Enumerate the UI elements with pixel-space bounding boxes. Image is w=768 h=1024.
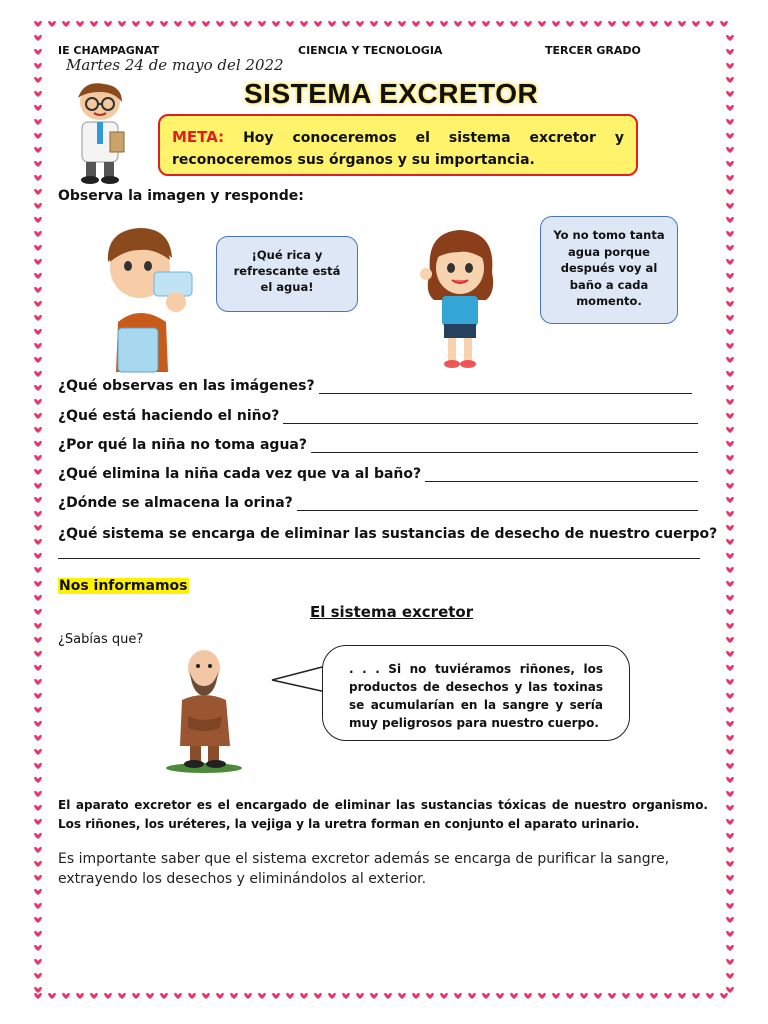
heart-icon xyxy=(726,651,734,657)
heart-icon xyxy=(34,693,42,699)
boy-drinking-illustration xyxy=(88,222,208,378)
heart-icon xyxy=(34,497,42,503)
meta-box xyxy=(158,114,638,176)
heart-icon xyxy=(726,371,734,377)
question-6: ¿Qué sistema se encarga de eliminar las sustancias de desecho de nuestro cuerpo? xyxy=(58,526,718,542)
heart-icon xyxy=(726,763,734,769)
heart-icon xyxy=(34,49,42,55)
boy-speech-bubble: ¡Qué rica y refrescante está el agua! xyxy=(216,236,358,312)
heart-icon xyxy=(566,21,574,27)
heart-icon xyxy=(726,595,734,601)
fact-speech-bubble: . . . Si no tuviéramos riñones, los productos de desechos y las toxinas se acumularían en la sangre y sería muy peligrosos para nuestro cuerpo. xyxy=(322,645,630,741)
heart-icon xyxy=(726,539,734,545)
answer-line-3[interactable] xyxy=(311,440,698,453)
heart-icon xyxy=(726,847,734,853)
heart-icon xyxy=(34,357,42,363)
heart-icon xyxy=(34,609,42,615)
heart-icon xyxy=(34,819,42,825)
heart-icon xyxy=(34,63,42,69)
heart-icon xyxy=(726,413,734,419)
heart-icon xyxy=(726,959,734,965)
heart-icon xyxy=(726,175,734,181)
heart-icon xyxy=(34,567,42,573)
heart-icon xyxy=(726,441,734,447)
heart-icon xyxy=(202,993,210,999)
heart-icon xyxy=(34,427,42,433)
heart-icon xyxy=(726,231,734,237)
heart-icon xyxy=(726,329,734,335)
inform-label: Nos informamos xyxy=(59,578,188,594)
heart-icon xyxy=(342,21,350,27)
heart-icon xyxy=(34,993,42,999)
heart-icon xyxy=(398,993,406,999)
heart-icon xyxy=(356,993,364,999)
answer-line-6[interactable] xyxy=(58,558,700,559)
info-paragraph-bold: El aparato excretor es el encargado de eliminar las sustancias tóxicas de nuestro organismo. Los riñones, los uréteres, la vejiga y la uretra forman en conjunto el aparato urinario. xyxy=(58,798,708,831)
heart-icon xyxy=(146,993,154,999)
heart-icon xyxy=(34,553,42,559)
heart-icon xyxy=(244,21,252,27)
heart-icon xyxy=(664,993,672,999)
meta-label: META: xyxy=(172,128,225,146)
heart-icon xyxy=(706,993,714,999)
heart-icon xyxy=(398,21,406,27)
section-title: El sistema excretor xyxy=(310,603,474,621)
heart-icon xyxy=(188,21,196,27)
heart-icon xyxy=(34,637,42,643)
heart-icon xyxy=(726,525,734,531)
heart-icon xyxy=(726,455,734,461)
heart-icon xyxy=(34,945,42,951)
heart-icon xyxy=(34,707,42,713)
heart-icon xyxy=(244,993,252,999)
heart-icon xyxy=(328,993,336,999)
heart-icon xyxy=(726,875,734,881)
heart-icon xyxy=(258,993,266,999)
heart-icon xyxy=(650,21,658,27)
heart-icon xyxy=(440,21,448,27)
heart-icon xyxy=(272,993,280,999)
heart-icon xyxy=(34,889,42,895)
heart-icon xyxy=(34,959,42,965)
heart-icon xyxy=(174,21,182,27)
heart-icon xyxy=(426,21,434,27)
heart-icon xyxy=(48,993,56,999)
heart-icon xyxy=(216,21,224,27)
observe-prompt: Observa la imagen y responde: xyxy=(58,188,304,204)
heart-icon xyxy=(34,203,42,209)
heart-icon xyxy=(726,665,734,671)
answer-line-1[interactable] xyxy=(319,381,692,394)
heart-icon xyxy=(482,21,490,27)
heart-icon xyxy=(636,21,644,27)
heart-icon xyxy=(726,679,734,685)
heart-icon xyxy=(34,343,42,349)
heart-icon xyxy=(34,189,42,195)
scientist-illustration xyxy=(158,646,254,774)
heart-icon xyxy=(272,21,280,27)
heart-icon xyxy=(726,777,734,783)
heart-icon xyxy=(48,21,56,27)
heart-icon xyxy=(34,455,42,461)
heart-icon xyxy=(726,511,734,517)
heart-icon xyxy=(622,993,630,999)
heart-icon xyxy=(34,21,42,27)
heart-icon xyxy=(726,63,734,69)
heart-icon xyxy=(34,651,42,657)
heart-icon xyxy=(90,993,98,999)
heart-icon xyxy=(34,469,42,475)
heart-icon xyxy=(34,595,42,601)
heart-icon xyxy=(496,993,504,999)
heart-icon xyxy=(678,993,686,999)
heart-icon xyxy=(34,77,42,83)
heart-icon xyxy=(726,819,734,825)
heart-icon xyxy=(454,993,462,999)
school-name: IE CHAMPAGNAT xyxy=(58,44,160,57)
heart-icon xyxy=(726,581,734,587)
heart-icon xyxy=(34,35,42,41)
heart-icon xyxy=(726,245,734,251)
heart-icon xyxy=(34,791,42,797)
heart-icon xyxy=(34,399,42,405)
heart-icon xyxy=(720,21,728,27)
doctor-illustration xyxy=(64,80,136,184)
heart-icon xyxy=(726,637,734,643)
answer-line-2[interactable] xyxy=(283,411,698,424)
heart-icon xyxy=(726,217,734,223)
heart-icon xyxy=(34,413,42,419)
heart-icon xyxy=(726,273,734,279)
heart-icon xyxy=(706,21,714,27)
heart-icon xyxy=(622,21,630,27)
heart-icon xyxy=(258,21,266,27)
heart-icon xyxy=(726,945,734,951)
heart-icon xyxy=(300,21,308,27)
heart-icon xyxy=(34,721,42,727)
heart-icon xyxy=(726,343,734,349)
heart-icon xyxy=(104,21,112,27)
heart-icon xyxy=(132,21,140,27)
heart-icon xyxy=(342,993,350,999)
heart-icon xyxy=(34,931,42,937)
heart-icon xyxy=(726,133,734,139)
heart-icon xyxy=(34,301,42,307)
heart-icon xyxy=(384,21,392,27)
heart-icon xyxy=(566,993,574,999)
heart-icon xyxy=(34,133,42,139)
heart-icon xyxy=(34,665,42,671)
heart-icon xyxy=(34,483,42,489)
heart-icon xyxy=(34,833,42,839)
heart-icon xyxy=(594,993,602,999)
heart-icon xyxy=(34,623,42,629)
question-5: ¿Dónde se almacena la orina? xyxy=(58,495,698,511)
question-1: ¿Qué observas en las imágenes? xyxy=(58,378,692,394)
heart-icon xyxy=(34,105,42,111)
heart-icon xyxy=(726,889,734,895)
heart-icon xyxy=(468,21,476,27)
heart-icon xyxy=(726,973,734,979)
heart-icon xyxy=(650,993,658,999)
heart-icon xyxy=(34,749,42,755)
heart-icon xyxy=(62,21,70,27)
heart-icon xyxy=(726,49,734,55)
heart-icon xyxy=(76,21,84,27)
heart-icon xyxy=(726,119,734,125)
heart-icon xyxy=(580,21,588,27)
heart-icon xyxy=(76,993,84,999)
heart-icon xyxy=(202,21,210,27)
heart-icon xyxy=(132,993,140,999)
heart-icon xyxy=(726,721,734,727)
heart-icon xyxy=(34,371,42,377)
heart-icon xyxy=(34,763,42,769)
heart-icon xyxy=(726,77,734,83)
heart-icon xyxy=(34,287,42,293)
heart-icon xyxy=(356,21,364,27)
heart-icon xyxy=(34,147,42,153)
heart-icon xyxy=(726,189,734,195)
heart-icon xyxy=(726,609,734,615)
heart-icon xyxy=(300,993,308,999)
heart-icon xyxy=(34,987,42,993)
heart-icon xyxy=(370,993,378,999)
heart-icon xyxy=(118,21,126,27)
heart-icon xyxy=(370,21,378,27)
heart-icon xyxy=(580,993,588,999)
heart-icon xyxy=(726,105,734,111)
heart-icon xyxy=(468,993,476,999)
heart-icon xyxy=(726,735,734,741)
heart-icon xyxy=(552,21,560,27)
info-paragraph: Es importante saber que el sistema excretor además se encarga de purificar la sangre, extrayendo los desechos y eliminándolos al exterior. xyxy=(58,851,670,887)
heart-icon xyxy=(636,993,644,999)
answer-line-4[interactable] xyxy=(425,469,698,482)
heart-icon xyxy=(692,21,700,27)
page-title: SISTEMA EXCRETOR xyxy=(244,78,539,109)
grade: TERCER GRADO xyxy=(545,44,641,57)
heart-icon xyxy=(34,315,42,321)
heart-icon xyxy=(160,993,168,999)
heart-icon xyxy=(692,993,700,999)
question-2: ¿Qué está haciendo el niño? xyxy=(58,408,698,424)
heart-icon xyxy=(726,385,734,391)
subject: CIENCIA Y TECNOLOGIA xyxy=(298,44,443,57)
heart-icon xyxy=(328,21,336,27)
heart-icon xyxy=(524,993,532,999)
heart-icon xyxy=(146,21,154,27)
heart-icon xyxy=(726,707,734,713)
heart-icon xyxy=(230,993,238,999)
heart-icon xyxy=(286,21,294,27)
heart-icon xyxy=(34,161,42,167)
heart-icon xyxy=(104,993,112,999)
heart-icon xyxy=(726,749,734,755)
heart-icon xyxy=(726,931,734,937)
heart-icon xyxy=(90,21,98,27)
heart-icon xyxy=(34,525,42,531)
heart-icon xyxy=(664,21,672,27)
heart-icon xyxy=(34,861,42,867)
heart-icon xyxy=(160,21,168,27)
heart-icon xyxy=(34,875,42,881)
heart-icon xyxy=(34,903,42,909)
question-3: ¿Por qué la niña no toma agua? xyxy=(58,437,698,453)
heart-icon xyxy=(726,91,734,97)
heart-icon xyxy=(726,791,734,797)
heart-icon xyxy=(726,203,734,209)
heart-icon xyxy=(216,993,224,999)
heart-icon xyxy=(34,175,42,181)
heart-icon xyxy=(426,993,434,999)
heart-icon xyxy=(286,993,294,999)
heart-icon xyxy=(726,833,734,839)
heart-icon xyxy=(34,735,42,741)
heart-icon xyxy=(726,287,734,293)
heart-icon xyxy=(34,917,42,923)
heart-icon xyxy=(34,385,42,391)
heart-icon xyxy=(726,469,734,475)
heart-icon xyxy=(412,21,420,27)
question-4: ¿Qué elimina la niña cada vez que va al baño? xyxy=(58,466,698,482)
heart-icon xyxy=(34,259,42,265)
heart-icon xyxy=(34,119,42,125)
heart-icon xyxy=(726,805,734,811)
heart-icon xyxy=(726,161,734,167)
heart-icon xyxy=(726,861,734,867)
heart-icon xyxy=(510,21,518,27)
date: Martes 24 de mayo del 2022 xyxy=(66,56,284,74)
heart-icon xyxy=(34,805,42,811)
heart-icon xyxy=(314,21,322,27)
heart-icon xyxy=(594,21,602,27)
heart-icon xyxy=(118,993,126,999)
heart-icon xyxy=(726,903,734,909)
heart-icon xyxy=(34,581,42,587)
sabias-que: ¿Sabías que? xyxy=(58,632,144,647)
heart-icon xyxy=(454,21,462,27)
heart-icon xyxy=(726,623,734,629)
heart-icon xyxy=(482,993,490,999)
heart-icon xyxy=(34,231,42,237)
heart-icon xyxy=(34,273,42,279)
answer-line-5[interactable] xyxy=(297,498,698,511)
heart-icon xyxy=(726,987,734,993)
heart-icon xyxy=(34,91,42,97)
heart-icon xyxy=(726,35,734,41)
heart-icon xyxy=(412,993,420,999)
heart-icon xyxy=(726,399,734,405)
heart-icon xyxy=(726,315,734,321)
heart-icon xyxy=(34,441,42,447)
heart-icon xyxy=(314,993,322,999)
heart-icon xyxy=(726,427,734,433)
heart-icon xyxy=(34,329,42,335)
heart-icon xyxy=(538,993,546,999)
heart-icon xyxy=(726,567,734,573)
heart-icon xyxy=(678,21,686,27)
heart-icon xyxy=(726,693,734,699)
heart-icon xyxy=(34,539,42,545)
heart-icon xyxy=(726,259,734,265)
heart-icon xyxy=(34,245,42,251)
heart-icon xyxy=(34,511,42,517)
heart-icon xyxy=(496,21,504,27)
heart-icon xyxy=(510,993,518,999)
meta-text: Hoy conoceremos el sistema excretor y reconoceremos sus órganos y su importancia. xyxy=(172,130,624,168)
heart-icon xyxy=(174,993,182,999)
heart-icon xyxy=(34,217,42,223)
heart-icon xyxy=(34,973,42,979)
heart-icon xyxy=(230,21,238,27)
heart-icon xyxy=(726,357,734,363)
heart-icon xyxy=(384,993,392,999)
girl-speech-bubble: Yo no tomo tanta agua porque después voy al baño a cada momento. xyxy=(540,216,678,324)
heart-icon xyxy=(720,993,728,999)
girl-illustration xyxy=(410,222,510,370)
heart-icon xyxy=(34,847,42,853)
speech-pointer xyxy=(270,660,330,700)
heart-icon xyxy=(34,679,42,685)
heart-icon xyxy=(62,993,70,999)
heart-icon xyxy=(34,777,42,783)
heart-icon xyxy=(726,483,734,489)
heart-icon xyxy=(538,21,546,27)
heart-icon xyxy=(608,21,616,27)
heart-icon xyxy=(726,553,734,559)
heart-icon xyxy=(608,993,616,999)
heart-icon xyxy=(524,21,532,27)
heart-icon xyxy=(726,497,734,503)
heart-icon xyxy=(726,917,734,923)
heart-icon xyxy=(726,301,734,307)
heart-icon xyxy=(188,993,196,999)
heart-icon xyxy=(552,993,560,999)
heart-icon xyxy=(726,147,734,153)
heart-icon xyxy=(440,993,448,999)
